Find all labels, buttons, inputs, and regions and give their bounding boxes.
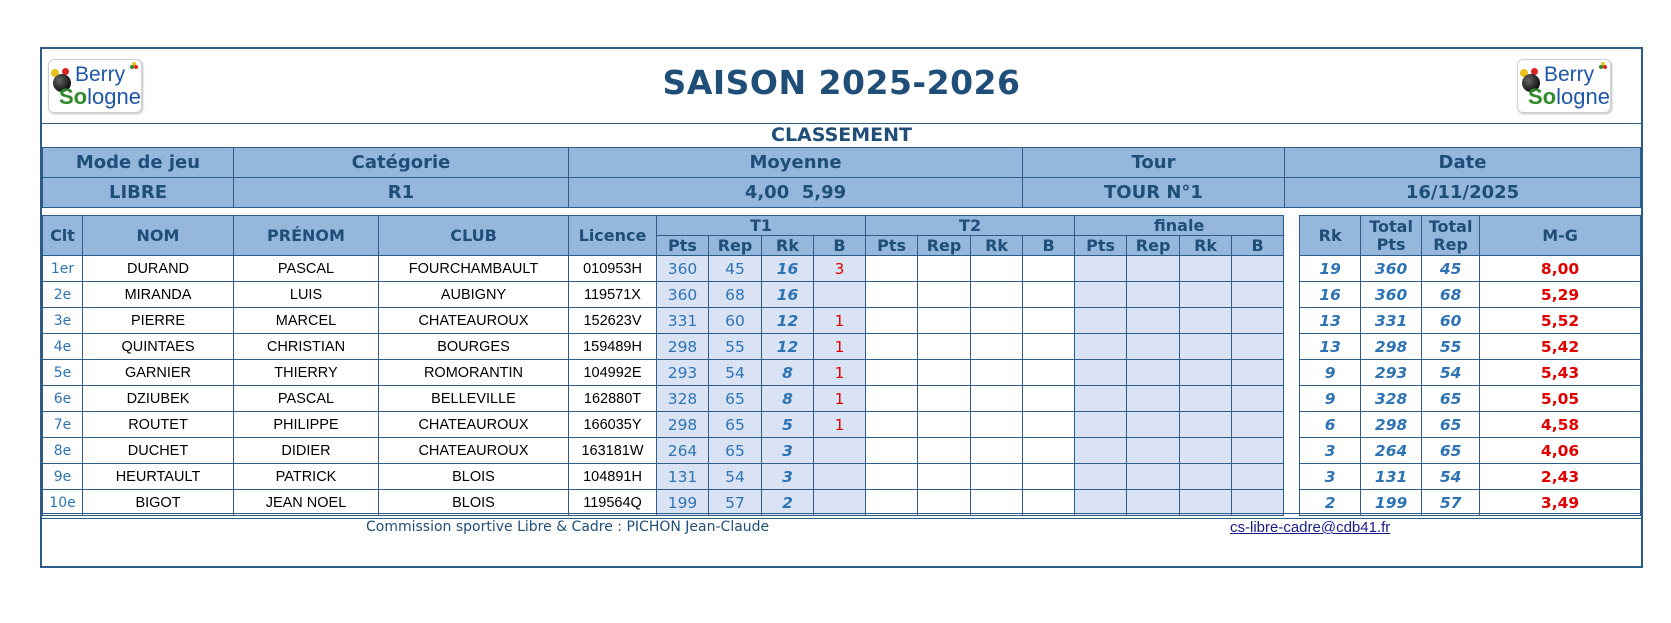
ranking-sheet <box>40 47 1643 568</box>
total-pts-cell: 328 <box>1361 386 1422 412</box>
t1-b-cell <box>814 464 866 490</box>
t2-empty-cell <box>866 308 918 334</box>
t1-rk-cell: 8 <box>762 386 814 412</box>
nom-cell: BIGOT <box>83 490 234 516</box>
total-rep-cell: 54 <box>1422 464 1480 490</box>
t1-rk-cell: 5 <box>762 412 814 438</box>
t1-pts-cell: 360 <box>657 282 709 308</box>
club-cell: CHATEAUROUX <box>379 412 569 438</box>
gap-cell <box>1284 308 1300 334</box>
nom-cell: MIRANDA <box>83 282 234 308</box>
club-cell: BELLEVILLE <box>379 386 569 412</box>
finale-empty-cell <box>1180 490 1232 516</box>
finale-empty-cell <box>1127 334 1180 360</box>
col-total-pts: Total Pts <box>1361 216 1422 256</box>
total-pts-cell: 199 <box>1361 490 1422 516</box>
t1-rep-cell: 45 <box>709 256 762 282</box>
nom-cell: DURAND <box>83 256 234 282</box>
total-pts-cell: 264 <box>1361 438 1422 464</box>
table-row <box>43 360 1641 386</box>
mg-cell: 5,52 <box>1480 308 1641 334</box>
col-finale-b: B <box>1232 236 1284 256</box>
t2-empty-cell <box>866 334 918 360</box>
nom-cell: DZIUBEK <box>83 386 234 412</box>
t1-rk-cell: 16 <box>762 256 814 282</box>
mode-value: LIBRE <box>43 178 234 208</box>
t2-empty-cell <box>866 256 918 282</box>
col-total-rep: Total Rep <box>1422 216 1480 256</box>
finale-empty-cell <box>1127 412 1180 438</box>
tour-header: Tour <box>1023 148 1285 178</box>
col-clt: Clt <box>43 216 83 256</box>
total-rep-cell: 68 <box>1422 282 1480 308</box>
total-rep-cell: 55 <box>1422 334 1480 360</box>
prenom-cell: PASCAL <box>234 256 379 282</box>
t2-empty-cell <box>1023 386 1075 412</box>
table-row <box>43 282 1641 308</box>
col-licence: Licence <box>569 216 657 256</box>
nom-cell: ROUTET <box>83 412 234 438</box>
finale-empty-cell <box>1127 464 1180 490</box>
berry-sologne-logo-right: Berry Sologne <box>1517 59 1611 113</box>
club-cell: CHATEAUROUX <box>379 308 569 334</box>
col-t1: T1 <box>657 216 866 236</box>
gap-cell <box>1284 490 1300 516</box>
t1-rk-cell: 8 <box>762 360 814 386</box>
t1-rk-cell: 12 <box>762 334 814 360</box>
t1-b-cell: 3 <box>814 256 866 282</box>
total-pts-cell: 298 <box>1361 334 1422 360</box>
mg-cell: 4,06 <box>1480 438 1641 464</box>
table-row <box>43 438 1641 464</box>
finale-empty-cell <box>1127 256 1180 282</box>
col-t2-rep: Rep <box>918 236 971 256</box>
total-rep-cell: 45 <box>1422 256 1480 282</box>
sheet-footer <box>42 513 1641 536</box>
finale-empty-cell <box>1127 282 1180 308</box>
competition-info-table <box>42 147 1641 208</box>
table-row <box>43 334 1641 360</box>
prenom-cell: DIDIER <box>234 438 379 464</box>
total-rep-cell: 57 <box>1422 490 1480 516</box>
t1-b-cell <box>814 282 866 308</box>
t2-empty-cell <box>918 334 971 360</box>
total-rk-cell: 19 <box>1300 256 1361 282</box>
finale-empty-cell <box>1127 360 1180 386</box>
mg-cell: 8,00 <box>1480 256 1641 282</box>
table-row <box>43 412 1641 438</box>
finale-empty-cell <box>1127 308 1180 334</box>
t2-empty-cell <box>918 412 971 438</box>
col-gap <box>1284 216 1300 256</box>
col-rk: Rk <box>1300 216 1361 256</box>
nom-cell: PIERRE <box>83 308 234 334</box>
finale-empty-cell <box>1127 438 1180 464</box>
club-cell: ROMORANTIN <box>379 360 569 386</box>
col-t2: T2 <box>866 216 1075 236</box>
mg-cell: 5,42 <box>1480 334 1641 360</box>
licence-cell: 119571X <box>569 282 657 308</box>
t1-rk-cell: 3 <box>762 464 814 490</box>
licence-cell: 159489H <box>569 334 657 360</box>
t2-empty-cell <box>1023 308 1075 334</box>
total-pts-cell: 298 <box>1361 412 1422 438</box>
col-finale-rep: Rep <box>1127 236 1180 256</box>
licence-cell: 162880T <box>569 386 657 412</box>
t1-rep-cell: 65 <box>709 386 762 412</box>
t2-empty-cell <box>971 438 1023 464</box>
finale-empty-cell <box>1180 308 1232 334</box>
licence-cell: 104891H <box>569 464 657 490</box>
t2-empty-cell <box>1023 464 1075 490</box>
col-t2-rk: Rk <box>971 236 1023 256</box>
t1-pts-cell: 199 <box>657 490 709 516</box>
prenom-cell: MARCEL <box>234 308 379 334</box>
prenom-cell: PHILIPPE <box>234 412 379 438</box>
classement-heading: CLASSEMENT <box>42 123 1641 148</box>
t2-empty-cell <box>971 256 1023 282</box>
finale-empty-cell <box>1232 308 1284 334</box>
mg-cell: 5,43 <box>1480 360 1641 386</box>
t1-rk-cell: 3 <box>762 438 814 464</box>
licence-cell: 104992E <box>569 360 657 386</box>
finale-empty-cell <box>1075 464 1127 490</box>
t1-b-cell: 1 <box>814 360 866 386</box>
table-row <box>43 464 1641 490</box>
col-t1-b: B <box>814 236 866 256</box>
t1-b-cell: 1 <box>814 334 866 360</box>
col-nom: NOM <box>83 216 234 256</box>
t2-empty-cell <box>866 282 918 308</box>
t2-empty-cell <box>971 282 1023 308</box>
gap-cell <box>1284 256 1300 282</box>
t1-rep-cell: 57 <box>709 490 762 516</box>
table-row <box>43 256 1641 282</box>
t2-empty-cell <box>1023 412 1075 438</box>
col-t2-pts: Pts <box>866 236 918 256</box>
t1-pts-cell: 331 <box>657 308 709 334</box>
total-rk-cell: 3 <box>1300 464 1361 490</box>
club-cell: AUBIGNY <box>379 282 569 308</box>
mg-cell: 5,05 <box>1480 386 1641 412</box>
t1-pts-cell: 360 <box>657 256 709 282</box>
t2-empty-cell <box>918 360 971 386</box>
finale-empty-cell <box>1180 256 1232 282</box>
col-t1-rk: Rk <box>762 236 814 256</box>
gap-cell <box>1284 386 1300 412</box>
rank-cell: 3e <box>43 308 83 334</box>
finale-empty-cell <box>1075 386 1127 412</box>
finale-empty-cell <box>1232 464 1284 490</box>
t2-empty-cell <box>866 438 918 464</box>
t2-empty-cell <box>918 386 971 412</box>
rank-cell: 6e <box>43 386 83 412</box>
t1-pts-cell: 131 <box>657 464 709 490</box>
t2-empty-cell <box>866 490 918 516</box>
t2-empty-cell <box>1023 438 1075 464</box>
total-pts-cell: 293 <box>1361 360 1422 386</box>
rank-cell: 5e <box>43 360 83 386</box>
club-cell: FOURCHAMBAULT <box>379 256 569 282</box>
table-row <box>43 308 1641 334</box>
finale-empty-cell <box>1180 334 1232 360</box>
t1-pts-cell: 293 <box>657 360 709 386</box>
finale-empty-cell <box>1075 308 1127 334</box>
total-rep-cell: 65 <box>1422 438 1480 464</box>
total-rk-cell: 2 <box>1300 490 1361 516</box>
finale-empty-cell <box>1232 334 1284 360</box>
t2-empty-cell <box>918 490 971 516</box>
finale-empty-cell <box>1180 438 1232 464</box>
sheet-header <box>42 49 1641 124</box>
t2-empty-cell <box>971 308 1023 334</box>
finale-empty-cell <box>1232 412 1284 438</box>
finale-empty-cell <box>1075 256 1127 282</box>
total-rk-cell: 3 <box>1300 438 1361 464</box>
gap-cell <box>1284 412 1300 438</box>
rank-cell: 4e <box>43 334 83 360</box>
t2-empty-cell <box>971 360 1023 386</box>
t2-empty-cell <box>971 386 1023 412</box>
date-value: 16/11/2025 <box>1285 178 1641 208</box>
nom-cell: DUCHET <box>83 438 234 464</box>
t2-empty-cell <box>971 412 1023 438</box>
t1-rep-cell: 65 <box>709 412 762 438</box>
col-t2-b: B <box>1023 236 1075 256</box>
t2-empty-cell <box>918 464 971 490</box>
t1-rk-cell: 2 <box>762 490 814 516</box>
mg-cell: 5,29 <box>1480 282 1641 308</box>
club-cell: BOURGES <box>379 334 569 360</box>
commission-text: Commission sportive Libre & Cadre : PICHON Jean-Claude <box>366 519 770 535</box>
nom-cell: GARNIER <box>83 360 234 386</box>
prenom-cell: CHRISTIAN <box>234 334 379 360</box>
total-rep-cell: 60 <box>1422 308 1480 334</box>
total-rk-cell: 9 <box>1300 360 1361 386</box>
finale-empty-cell <box>1180 360 1232 386</box>
finale-empty-cell <box>1075 438 1127 464</box>
finale-empty-cell <box>1127 490 1180 516</box>
t1-rep-cell: 60 <box>709 308 762 334</box>
ranking-table <box>42 215 1641 516</box>
mg-cell: 2,43 <box>1480 464 1641 490</box>
finale-empty-cell <box>1232 282 1284 308</box>
finale-empty-cell <box>1232 360 1284 386</box>
total-rep-cell: 65 <box>1422 386 1480 412</box>
total-rep-cell: 65 <box>1422 412 1480 438</box>
t1-pts-cell: 298 <box>657 334 709 360</box>
total-rk-cell: 13 <box>1300 334 1361 360</box>
t2-empty-cell <box>971 464 1023 490</box>
club-cell: BLOIS <box>379 464 569 490</box>
prenom-cell: LUIS <box>234 282 379 308</box>
tour-value: TOUR N°1 <box>1023 178 1285 208</box>
table-row <box>43 490 1641 516</box>
finale-empty-cell <box>1232 256 1284 282</box>
t1-b-cell: 1 <box>814 412 866 438</box>
finale-empty-cell <box>1232 386 1284 412</box>
mode-header: Mode de jeu <box>43 148 234 178</box>
rank-cell: 7e <box>43 412 83 438</box>
finale-empty-cell <box>1180 282 1232 308</box>
t1-pts-cell: 264 <box>657 438 709 464</box>
col-mg: M-G <box>1480 216 1641 256</box>
finale-empty-cell <box>1075 412 1127 438</box>
t1-rep-cell: 65 <box>709 438 762 464</box>
prenom-cell: THIERRY <box>234 360 379 386</box>
date-header: Date <box>1285 148 1641 178</box>
club-cell: BLOIS <box>379 490 569 516</box>
gap-cell <box>1284 282 1300 308</box>
gap-cell <box>1284 438 1300 464</box>
prenom-cell: PATRICK <box>234 464 379 490</box>
t2-empty-cell <box>918 282 971 308</box>
t2-empty-cell <box>971 334 1023 360</box>
t1-rep-cell: 54 <box>709 464 762 490</box>
total-rk-cell: 16 <box>1300 282 1361 308</box>
finale-empty-cell <box>1232 438 1284 464</box>
total-pts-cell: 331 <box>1361 308 1422 334</box>
rank-cell: 9e <box>43 464 83 490</box>
total-rk-cell: 6 <box>1300 412 1361 438</box>
footer-divider <box>42 518 1641 519</box>
t2-empty-cell <box>1023 360 1075 386</box>
t2-empty-cell <box>918 438 971 464</box>
licence-cell: 163181W <box>569 438 657 464</box>
t2-empty-cell <box>866 360 918 386</box>
finale-empty-cell <box>1180 464 1232 490</box>
categorie-value: R1 <box>234 178 569 208</box>
table-row <box>43 386 1641 412</box>
t2-empty-cell <box>1023 334 1075 360</box>
t1-rk-cell: 16 <box>762 282 814 308</box>
t2-empty-cell <box>1023 256 1075 282</box>
total-rk-cell: 9 <box>1300 386 1361 412</box>
finale-empty-cell <box>1075 334 1127 360</box>
col-finale-rk: Rk <box>1180 236 1232 256</box>
gap-cell <box>1284 464 1300 490</box>
categorie-header: Catégorie <box>234 148 569 178</box>
col-t1-rep: Rep <box>709 236 762 256</box>
total-rk-cell: 13 <box>1300 308 1361 334</box>
col-t1-pts: Pts <box>657 236 709 256</box>
licence-cell: 119564Q <box>569 490 657 516</box>
club-cell: CHATEAUROUX <box>379 438 569 464</box>
moyenne-value: 4,00 5,99 <box>569 178 1023 208</box>
nom-cell: HEURTAULT <box>83 464 234 490</box>
t2-empty-cell <box>1023 282 1075 308</box>
t1-pts-cell: 328 <box>657 386 709 412</box>
prenom-cell: PASCAL <box>234 386 379 412</box>
rank-cell: 1er <box>43 256 83 282</box>
moyenne-header: Moyenne <box>569 148 1023 178</box>
gap-cell <box>1284 360 1300 386</box>
col-prenom: PRÉNOM <box>234 216 379 256</box>
total-pts-cell: 360 <box>1361 256 1422 282</box>
t1-rk-cell: 12 <box>762 308 814 334</box>
t1-b-cell: 1 <box>814 386 866 412</box>
t1-pts-cell: 298 <box>657 412 709 438</box>
total-pts-cell: 131 <box>1361 464 1422 490</box>
t2-empty-cell <box>918 308 971 334</box>
finale-empty-cell <box>1075 282 1127 308</box>
rank-cell: 10e <box>43 490 83 516</box>
t1-b-cell <box>814 438 866 464</box>
contact-email-link[interactable]: cs-libre-cadre@cdb41.fr <box>1230 519 1391 536</box>
t1-rep-cell: 55 <box>709 334 762 360</box>
licence-cell: 166035Y <box>569 412 657 438</box>
t2-empty-cell <box>866 464 918 490</box>
finale-empty-cell <box>1075 490 1127 516</box>
finale-empty-cell <box>1232 490 1284 516</box>
finale-empty-cell <box>1180 386 1232 412</box>
finale-empty-cell <box>1180 412 1232 438</box>
nom-cell: QUINTAES <box>83 334 234 360</box>
mg-cell: 3,49 <box>1480 490 1641 516</box>
rank-cell: 2e <box>43 282 83 308</box>
prenom-cell: JEAN NOEL <box>234 490 379 516</box>
col-finale-pts: Pts <box>1075 236 1127 256</box>
finale-empty-cell <box>1075 360 1127 386</box>
rank-cell: 8e <box>43 438 83 464</box>
mg-cell: 4,58 <box>1480 412 1641 438</box>
t1-rep-cell: 54 <box>709 360 762 386</box>
licence-cell: 010953H <box>569 256 657 282</box>
total-rep-cell: 54 <box>1422 360 1480 386</box>
finale-empty-cell <box>1127 386 1180 412</box>
t1-b-cell <box>814 490 866 516</box>
licence-cell: 152623V <box>569 308 657 334</box>
gap-cell <box>1284 334 1300 360</box>
col-club: CLUB <box>379 216 569 256</box>
t2-empty-cell <box>866 412 918 438</box>
t1-rep-cell: 68 <box>709 282 762 308</box>
t1-b-cell: 1 <box>814 308 866 334</box>
t2-empty-cell <box>866 386 918 412</box>
t2-empty-cell <box>918 256 971 282</box>
total-pts-cell: 360 <box>1361 282 1422 308</box>
berry-sologne-logo-left: Berry Sologne <box>48 59 142 113</box>
t2-empty-cell <box>971 490 1023 516</box>
page-title: SAISON 2025-2026 <box>662 63 1021 102</box>
t2-empty-cell <box>1023 490 1075 516</box>
col-finale: finale <box>1075 216 1284 236</box>
